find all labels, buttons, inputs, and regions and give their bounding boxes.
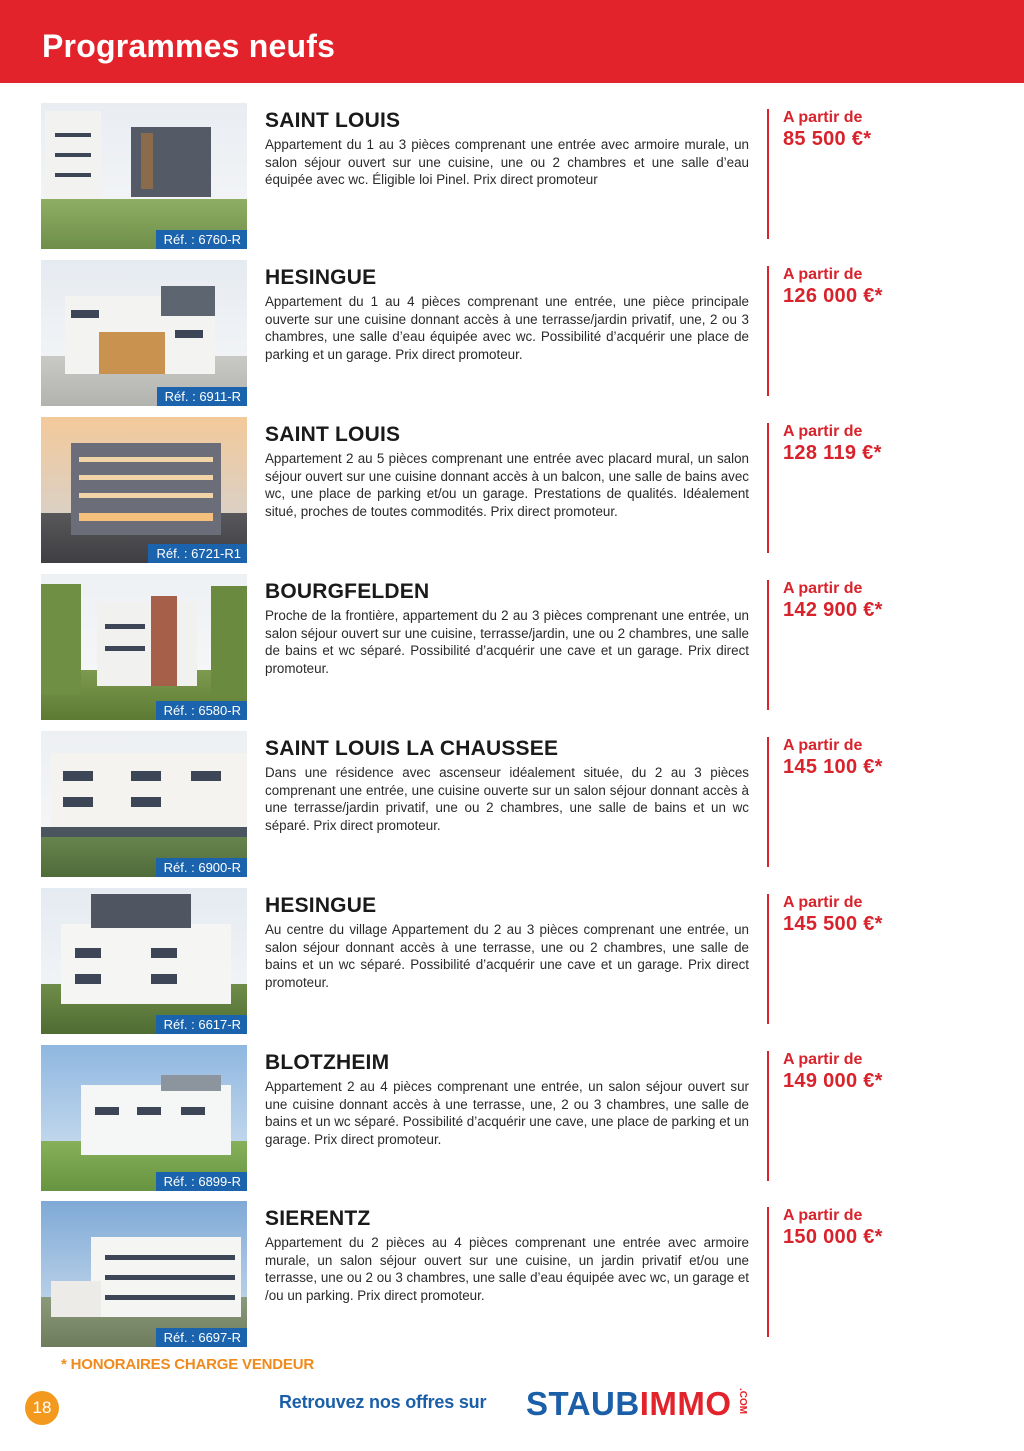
price-block bbox=[783, 266, 883, 308]
listing-photo[interactable] bbox=[41, 731, 247, 877]
listing-photo[interactable] bbox=[41, 103, 247, 249]
price-label: A partir de bbox=[783, 894, 863, 911]
divider bbox=[767, 423, 769, 553]
page-number: 18 bbox=[25, 1391, 59, 1425]
divider bbox=[767, 894, 769, 1024]
listing-info bbox=[265, 423, 749, 520]
listing-card[interactable] bbox=[0, 1045, 1024, 1191]
listing-photo[interactable] bbox=[41, 417, 247, 563]
listing-info bbox=[265, 109, 749, 189]
listing-card[interactable] bbox=[0, 731, 1024, 877]
listing-card[interactable] bbox=[0, 417, 1024, 563]
price-block bbox=[783, 1051, 883, 1093]
price-value: 142 900 €* bbox=[783, 599, 883, 621]
price-value: 128 119 €* bbox=[783, 442, 882, 464]
price-label: A partir de bbox=[783, 423, 863, 440]
listing-photo[interactable] bbox=[41, 1045, 247, 1191]
reference-badge: Réf. : 6580-R bbox=[156, 701, 247, 720]
listing-title[interactable]: HESINGUE bbox=[265, 894, 377, 917]
reference-badge: Réf. : 6911-R bbox=[157, 387, 247, 406]
listing-card[interactable] bbox=[0, 260, 1024, 406]
listing-card[interactable] bbox=[0, 1201, 1024, 1347]
listing-description: Proche de la frontière, appartement du 2 au 3 pièces comprenant une entrée, un salon séjour ouvert sur une cuisine, terrasse/jardin, une ou 2 chambres, une salle de bains et wc séparé. Possibilité d’acquérir une cave et un garage. Prix direct promoteur. bbox=[265, 608, 749, 676]
price-value: 150 000 €* bbox=[783, 1226, 883, 1248]
listing-title[interactable]: BOURGFELDEN bbox=[265, 580, 430, 603]
reference-badge: Réf. : 6697-R bbox=[156, 1328, 247, 1347]
reference-badge: Réf. : 6760-R bbox=[156, 230, 247, 249]
price-block bbox=[783, 580, 883, 622]
price-value: 145 100 €* bbox=[783, 756, 883, 778]
listing-description: Appartement du 1 au 3 pièces comprenant une entrée avec armoire murale, un salon séjour ouvert sur une cuisine, une ou 2 chambres et une salle d’eau équipée avec wc. Éligible loi Pinel. Prix direct promoteur bbox=[265, 137, 749, 188]
listing-title[interactable]: SAINT LOUIS LA CHAUSSEE bbox=[265, 737, 559, 760]
page-header bbox=[0, 0, 1024, 83]
logo-immo: IMMO bbox=[639, 1385, 732, 1422]
divider bbox=[767, 1207, 769, 1337]
price-label: A partir de bbox=[783, 266, 863, 283]
listing-description: Appartement du 1 au 4 pièces comprenant une entrée, une pièce principale ouverte sur une cuisine donnant accès à une terrasse/jardin privatif, une, 2 ou 3 chambres, une salle d’eau équipée avec wc. Possibilité d’acquérir une place de parking et un garage. Prix direct promoteur. bbox=[265, 294, 749, 362]
listing-description: Appartement 2 au 4 pièces comprenant une entrée, un salon séjour ouvert sur une cuisine donnant accès à une terrasse, une, 2 ou 3 chambres, une salle de bains et un wc séparé. Possibilité d’acquérir une cave, une place de parking et un garage. Prix direct promoteur. bbox=[265, 1079, 749, 1147]
listing-description: Au centre du village Appartement du 2 au 3 pièces comprenant une entrée, un salon séjour donnant accès à une terrasse, une ou 2 chambres, une salle de bains et un wc séparé. Possibilité d’acquérir une cave et un garage. Prix direct promoteur. bbox=[265, 922, 749, 990]
price-block bbox=[783, 109, 871, 151]
reference-badge: Réf. : 6617-R bbox=[156, 1015, 247, 1034]
price-value: 85 500 €* bbox=[783, 128, 872, 150]
listing-title[interactable]: SAINT LOUIS bbox=[265, 109, 401, 132]
find-us-text: Retrouvez nos offres sur bbox=[279, 1392, 487, 1412]
price-block bbox=[783, 894, 883, 936]
divider bbox=[767, 109, 769, 239]
listing-title[interactable]: SIERENTZ bbox=[265, 1207, 371, 1230]
fees-footnote: * HONORAIRES CHARGE VENDEUR bbox=[61, 1356, 314, 1373]
price-label: A partir de bbox=[783, 580, 863, 597]
price-value: 145 500 €* bbox=[783, 913, 883, 935]
listing-info bbox=[265, 737, 749, 834]
page-title: Programmes neufs bbox=[42, 28, 336, 64]
logo-com: .COM bbox=[737, 1388, 748, 1415]
logo-staub: STAUB bbox=[526, 1385, 640, 1422]
listing-photo[interactable] bbox=[41, 1201, 247, 1347]
price-label: A partir de bbox=[783, 1207, 863, 1224]
divider bbox=[767, 266, 769, 396]
price-value: 149 000 €* bbox=[783, 1070, 883, 1092]
price-block bbox=[783, 423, 882, 465]
listing-description: Appartement 2 au 5 pièces comprenant une entrée avec placard mural, un salon séjour ouvert sur une cuisine donnant accès à un balcon, une salle de bains avec wc, une place de parking et/ou un garage. Prestations de qualités. Idéalement situé, proches de toutes commodités. Prix direct promoteur. bbox=[265, 451, 749, 519]
listing-info bbox=[265, 1051, 749, 1148]
listing-info bbox=[265, 580, 749, 677]
price-label: A partir de bbox=[783, 737, 863, 754]
listing-description: Appartement du 2 pièces au 4 pièces comprenant une entrée avec armoire murale, un salon séjour ouvert sur une cuisine, un jardin privatif et/ou une terrasse, une ou 2 ou 3 chambres, une salle d’eau équipée avec wc, un garage et /ou un parking. Prix direct promoteur. bbox=[265, 1235, 749, 1303]
listing-photo[interactable] bbox=[41, 260, 247, 406]
reference-badge: Réf. : 6900-R bbox=[156, 858, 247, 877]
divider bbox=[767, 1051, 769, 1181]
listing-photo[interactable] bbox=[41, 888, 247, 1034]
listing-photo[interactable] bbox=[41, 574, 247, 720]
staubimmo-logo[interactable] bbox=[526, 1384, 748, 1424]
listing-title[interactable]: SAINT LOUIS bbox=[265, 423, 401, 446]
price-label: A partir de bbox=[783, 109, 863, 126]
listing-title[interactable]: HESINGUE bbox=[265, 266, 377, 289]
listing-description: Dans une résidence avec ascenseur idéalement située, du 2 au 3 pièces comprenant une entrée, une cuisine ouverte sur un salon séjour donnant accès à une terrasse/jardin privatif, une ou 2 chambres, une salle de bains et un wc séparé. Prix direct promoteur. bbox=[265, 765, 749, 833]
listing-info bbox=[265, 266, 749, 363]
listing-card[interactable] bbox=[0, 574, 1024, 720]
listing-card[interactable] bbox=[0, 103, 1024, 249]
listing-title[interactable]: BLOTZHEIM bbox=[265, 1051, 390, 1074]
reference-badge: Réf. : 6721-R1 bbox=[148, 544, 247, 563]
listing-card[interactable] bbox=[0, 888, 1024, 1034]
price-label: A partir de bbox=[783, 1051, 863, 1068]
price-block bbox=[783, 737, 883, 779]
price-block bbox=[783, 1207, 883, 1249]
divider bbox=[767, 580, 769, 710]
price-value: 126 000 €* bbox=[783, 285, 883, 307]
listing-info bbox=[265, 1207, 749, 1304]
divider bbox=[767, 737, 769, 867]
listing-info bbox=[265, 894, 749, 991]
reference-badge: Réf. : 6899-R bbox=[156, 1172, 247, 1191]
